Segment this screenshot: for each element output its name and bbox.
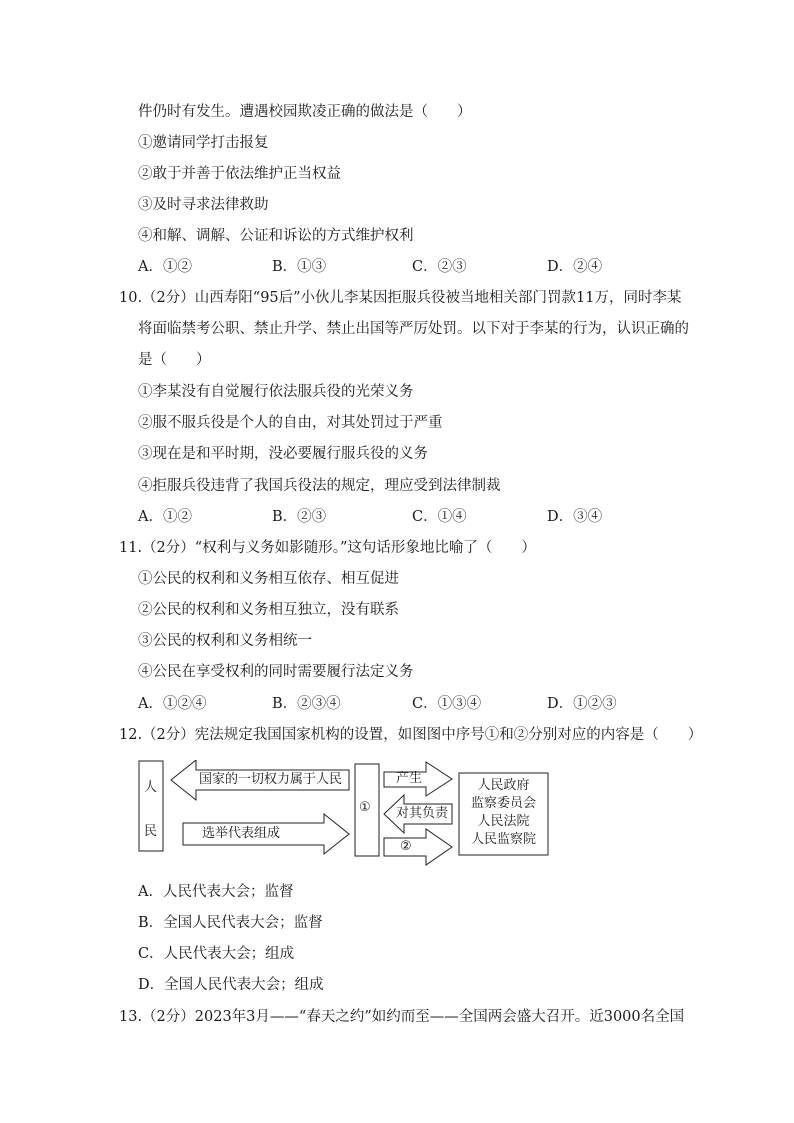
center-label: ①: [359, 800, 371, 815]
q11-option-d[interactable]: D．①②③: [547, 696, 617, 712]
q9-stem-tail: 件仍时有发生。遭遇校园欺凌正确的做法是（ ）: [138, 104, 472, 120]
q11-option-b[interactable]: B．②③④: [272, 696, 341, 712]
q12-stem: 12.（2分）宪法规定我国国家机构的设置，如图图中序号①和②分别对应的内容是（ ）: [119, 727, 703, 743]
q12-option-b[interactable]: B．全国人民代表大会；监督: [138, 915, 323, 931]
q10-item-4: ④拒服兵役违背了我国兵役法的规定，理应受到法律制裁: [138, 478, 501, 494]
q10-stem-line-3: 是（ ）: [138, 352, 211, 368]
q12-option-c[interactable]: C．人民代表大会；组成: [138, 946, 295, 962]
q11-item-4: ④公民在享受权利的同时需要履行法定义务: [138, 664, 414, 680]
q10-stem-line-1: 10.（2分）山西寿阳“95后”小伙儿李某因拒服兵役被当地相关部门罚款11万，同时李某: [119, 290, 682, 306]
q9-item-1: ①邀请同学打击报复: [138, 135, 269, 151]
arrow-bottom-label: 选举代表组成: [202, 826, 281, 841]
people-char-2: 民: [144, 824, 158, 839]
q9-item-2: ②敢于并善于依法维护正当权益: [138, 166, 341, 182]
q10-option-b[interactable]: B．②③: [272, 509, 327, 525]
q12-option-a[interactable]: A．人民代表大会；监督: [138, 884, 294, 900]
q11-item-2: ②公民的权利和义务相互独立，没有联系: [138, 602, 399, 618]
q11-option-c[interactable]: C．①③④: [412, 696, 482, 712]
q11-stem: 11.（2分）“权利与义务如影随形。”这句话形象地比喻了（ ）: [119, 540, 536, 556]
q10-option-c[interactable]: C．①④: [412, 509, 467, 525]
organs-list: [459, 777, 548, 849]
q13-stem: 13.（2分）2023年3月——“春天之约”如约而至——全国两会盛大召开。近3000名全国: [119, 1009, 685, 1025]
people-char-1: 人: [144, 780, 158, 795]
q10-item-2: ②服不服兵役是个人的自由，对其处罚过于严重: [138, 415, 443, 431]
organ-2: 监察委员会: [470, 796, 536, 811]
q11-option-a[interactable]: A．①②④: [138, 696, 207, 712]
q10-item-3: ③现在是和平时期，没必要履行服兵役的义务: [138, 446, 428, 462]
q10-option-a[interactable]: A．①②: [138, 509, 192, 525]
q10-item-1: ①李某没有自觉履行依法服兵役的光荣义务: [138, 384, 414, 400]
organ-4: 人民监察院: [470, 832, 536, 847]
q12-option-d[interactable]: D．全国人民代表大会；组成: [138, 977, 324, 993]
arrow-top-label: 国家的一切权力属于人民: [199, 772, 343, 787]
state-organs-diagram: [138, 760, 558, 870]
q9-option-b[interactable]: B．①③: [272, 259, 327, 275]
marker-2-label: ②: [400, 839, 412, 854]
organ-3: 人民法院: [477, 814, 530, 829]
q9-option-a[interactable]: A．①②: [138, 259, 192, 275]
q11-item-1: ①公民的权利和义务相互依存、相互促进: [138, 571, 399, 587]
organ-1: 人民政府: [477, 778, 530, 793]
produce-label: 产生: [396, 771, 423, 786]
q11-item-3: ③公民的权利和义务相统一: [138, 633, 312, 649]
q9-item-4: ④和解、调解、公证和诉讼的方式维护权利: [138, 228, 414, 244]
marker-2-arrow: [384, 829, 452, 865]
q9-option-c[interactable]: C．②③: [412, 259, 467, 275]
q10-stem-line-2: 将面临禁考公职、禁止升学、禁止出国等严厉处罚。以下对于李某的行为，认识正确的: [138, 321, 689, 337]
responsible-label: 对其负责: [396, 806, 449, 821]
q9-option-d[interactable]: D．②④: [547, 259, 603, 275]
q9-item-3: ③及时寻求法律救助: [138, 197, 269, 213]
q10-option-d[interactable]: D．③④: [547, 509, 603, 525]
